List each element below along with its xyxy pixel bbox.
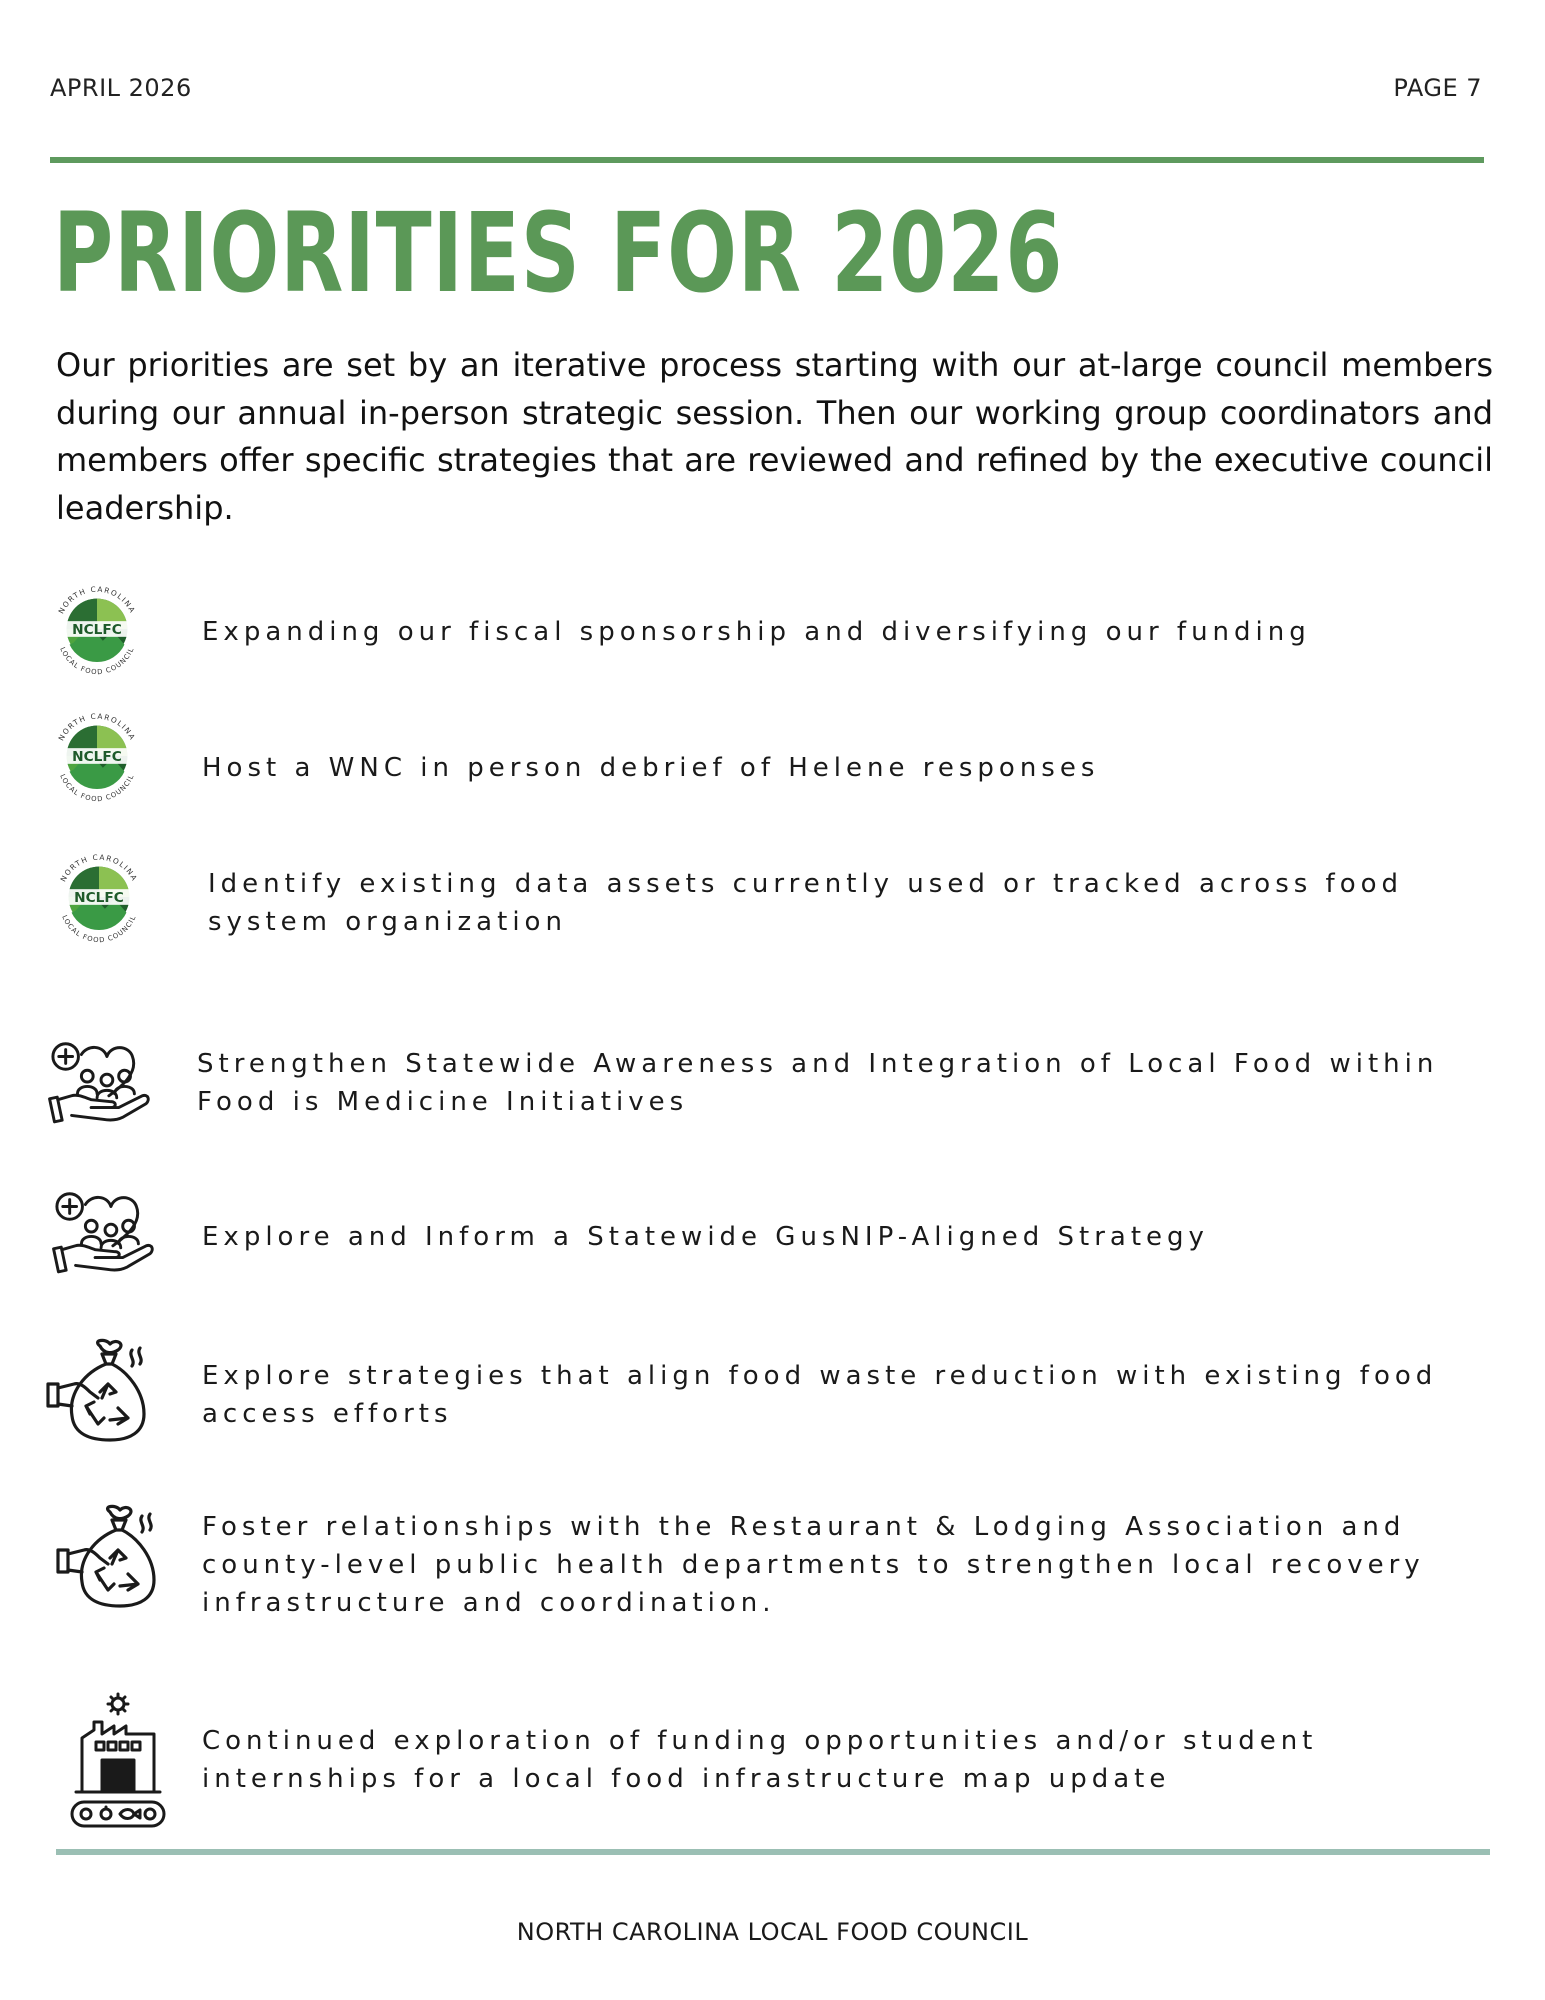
priority-item-text: Expanding our fiscal sponsorship and diversifying our funding bbox=[202, 617, 1311, 647]
priority-item-text: Explore strategies that align food waste reduction with existing food access efforts bbox=[202, 1361, 1438, 1429]
page-title: PRIORITIES FOR 2026 bbox=[53, 189, 1064, 317]
food-waste-bag-icon bbox=[46, 1336, 156, 1446]
intro-paragraph: Our priorities are set by an iterative process starting with our at-large council members during our annual in-person strategic session. Then our working group coordinators and members offer specific strategies that are reviewed and refined by the executive council leadership. bbox=[56, 346, 1493, 527]
priority-item-text: Host a WNC in person debrief of Helene responses bbox=[202, 753, 1100, 783]
food-waste-bag-icon bbox=[56, 1502, 166, 1612]
nclfc-logo-icon bbox=[48, 707, 146, 805]
priority-item-text: Foster relationships with the Restaurant & Lodging Association and county-level public health departments to strengthen local recovery infrastructure and coordination. bbox=[202, 1512, 1425, 1618]
priority-item-text: Continued exploration of funding opportunities and/or student internships for a local food infrastructure map update bbox=[202, 1726, 1318, 1794]
priority-item-text: Identify existing data assets currently used or tracked across food system organization bbox=[208, 869, 1404, 937]
header-page-number: PAGE 7 bbox=[1393, 74, 1482, 102]
nclfc-logo-icon bbox=[48, 580, 146, 678]
priority-item-text: Strengthen Statewide Awareness and Integration of Local Food within Food is Medicine Initiatives bbox=[197, 1049, 1439, 1117]
header-date: APRIL 2026 bbox=[50, 74, 192, 102]
nclfc-logo-icon bbox=[50, 848, 148, 946]
footer-organization-name: NORTH CAROLINA LOCAL FOOD COUNCIL bbox=[516, 1918, 1029, 1946]
priority-item-text: Explore and Inform a Statewide GusNIP-Aligned Strategy bbox=[202, 1222, 1209, 1252]
food-is-medicine-icon bbox=[52, 1188, 160, 1278]
bottom-divider bbox=[56, 1849, 1490, 1855]
top-divider bbox=[50, 157, 1484, 163]
food-factory-icon bbox=[68, 1690, 168, 1830]
food-is-medicine-icon bbox=[48, 1038, 156, 1128]
